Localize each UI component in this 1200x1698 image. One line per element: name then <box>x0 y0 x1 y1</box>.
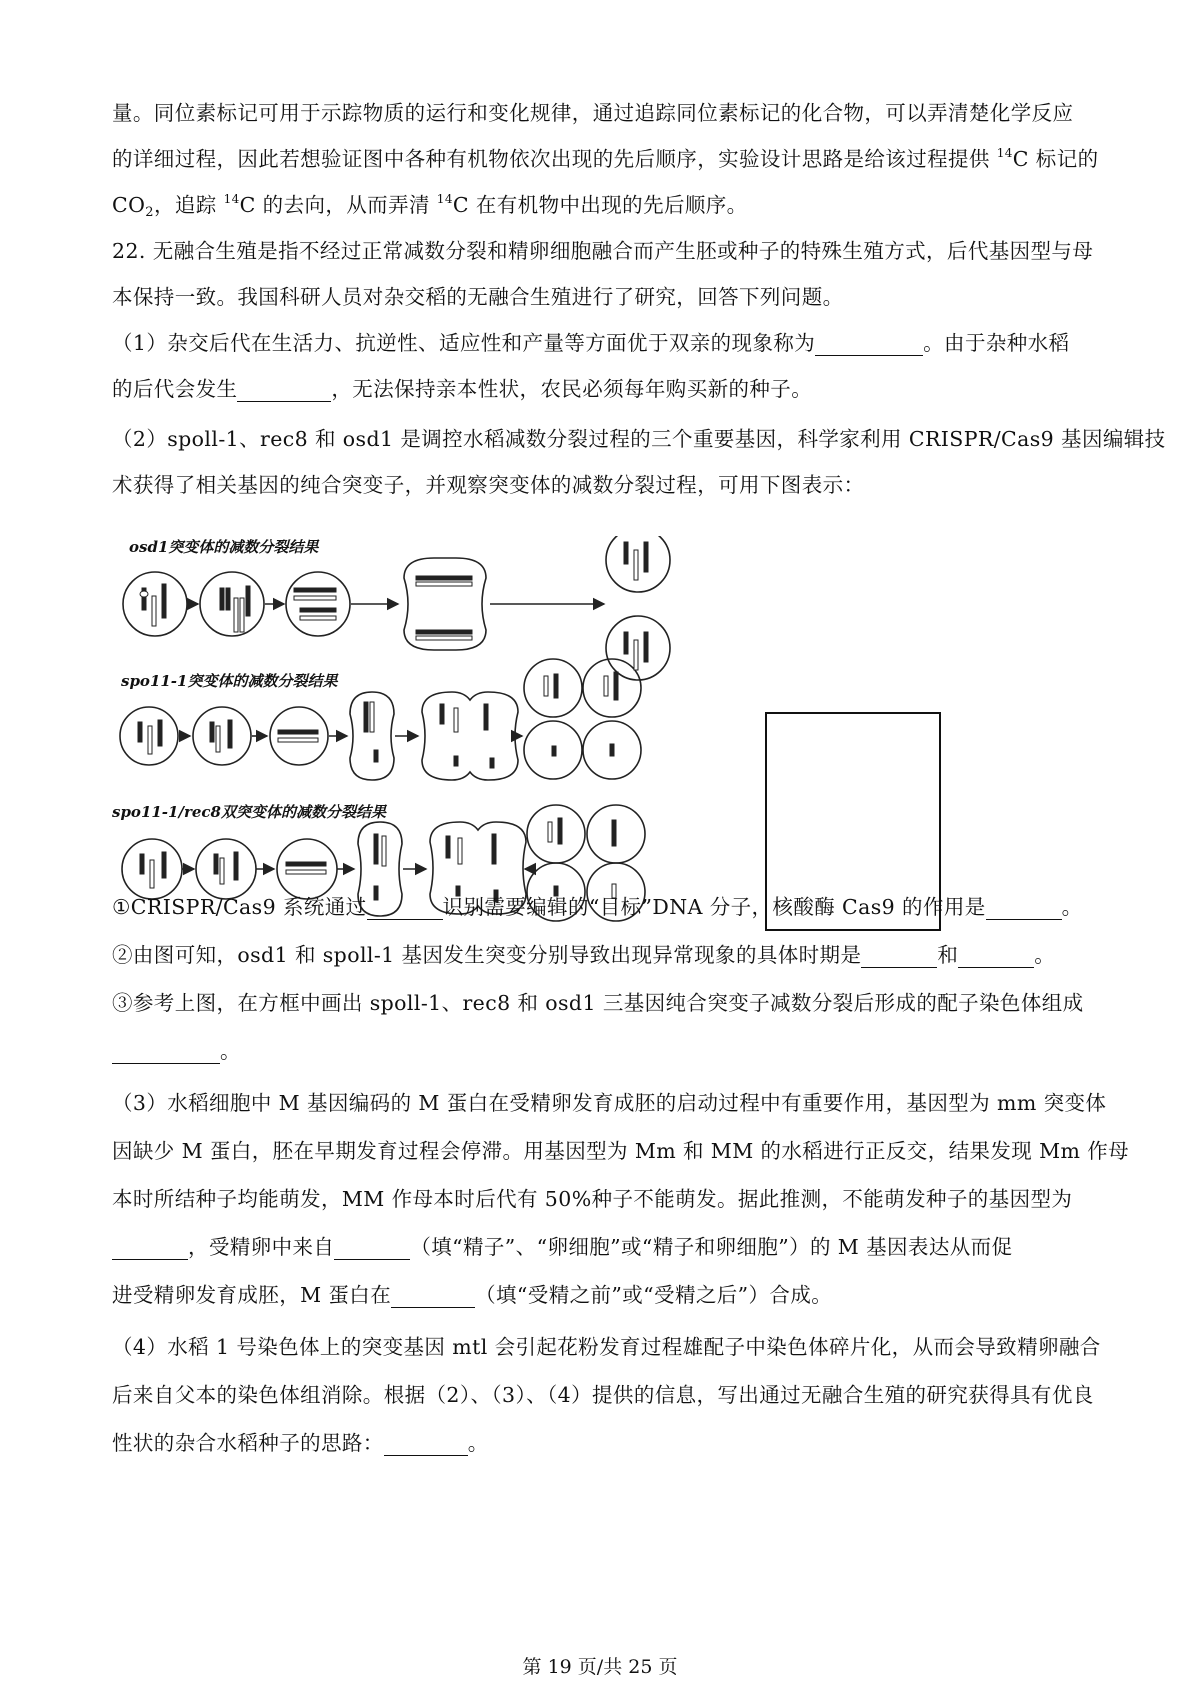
text: 22. 无融合生殖是指不经过正常减数分裂和精卵细胞融合而产生胚或种子的特殊生殖方式，后代基因型与母 <box>112 239 1094 263</box>
text: ③参考上图，在方框中画出 spoll-1、rec8 和 osd1 三基因纯合突变子减数分裂后形成的配子染色体组成 <box>112 991 1084 1015</box>
text: CO <box>112 193 146 217</box>
text: 量。同位素标记可用于示踪物质的运行和变化规律，通过追踪同位素标记的化合物，可以弄清楚化学反应 <box>112 101 1074 125</box>
text: 进受精卵发育成胚，M 蛋白在 <box>112 1283 392 1307</box>
text: 的后代会发生 <box>112 377 238 401</box>
item-3 <box>112 980 1102 1026</box>
page-number: 第 19 页/共 25 页 <box>522 1656 678 1678</box>
text: （填“精子”、“卵细胞”或“精子和卵细胞”）的 M 基因表达从而促 <box>410 1235 1013 1259</box>
text: （4）水稻 1 号染色体上的突变基因 mtl 会引起花粉发育过程雄配子中染色体碎片化，从而会导致精卵融合 <box>112 1335 1101 1359</box>
text-line <box>112 1176 1102 1222</box>
figure-row-label: osd1突变体的减数分裂结果 <box>129 538 319 556</box>
superscript: 14 <box>996 146 1013 160</box>
text: 和 <box>937 943 959 967</box>
text-line <box>112 274 1102 320</box>
answer-blank[interactable] <box>112 1042 220 1065</box>
answer-blank[interactable] <box>391 1286 475 1309</box>
answer-blank[interactable] <box>384 1434 468 1457</box>
text: C 在有机物中出现的先后顺序。 <box>452 193 748 217</box>
text-line <box>112 136 1102 182</box>
item-1 <box>112 884 1102 930</box>
text: （1）杂交后代在生活力、抗逆性、适应性和产量等方面优于双亲的现象称为 <box>112 331 816 355</box>
text: ，无法保持亲本性状，农民必须每年购买新的种子。 <box>331 377 813 401</box>
meiosis-diagram <box>112 536 1102 936</box>
superscript: 14 <box>436 192 453 206</box>
text-line <box>112 1128 1130 1174</box>
subquestion-3 <box>112 1080 1107 1126</box>
answer-blank[interactable] <box>237 380 331 403</box>
answer-blank[interactable] <box>815 334 923 357</box>
text: 的详细过程，因此若想验证图中各种有机物依次出现的先后顺序，实验设计思路是给该过程提供 <box>112 147 997 171</box>
subquestion-4 <box>112 1324 1102 1370</box>
text: 识别需要编辑的“目标”DNA 分子，核酸酶 Cas9 的作用是 <box>442 895 986 919</box>
text: （3）水稻细胞中 M 基因编码的 M 蛋白在受精卵发育成胚的启动过程中有重要作用，基因型为 mm 突变体 <box>112 1091 1107 1115</box>
subscript: 2 <box>145 205 154 220</box>
text: 本时所结种子均能萌发，MM 作母本时后代有 50%种子不能萌发。据此推测，不能萌发种子的基因型为 <box>112 1187 1073 1211</box>
text-line <box>112 90 1102 136</box>
subquestion-2 <box>112 416 1166 462</box>
figure-row-label: spo11-1突变体的减数分裂结果 <box>121 672 338 690</box>
meiosis-figure <box>112 536 1102 936</box>
text: 。 <box>220 1039 241 1063</box>
item-2 <box>112 932 1102 978</box>
text: C 标记的 <box>1012 147 1099 171</box>
text: （2）spoll-1、rec8 和 osd1 是调控水稻减数分裂过程的三个重要基因，科学家利用 CRISPR/Cas9 基因编辑技 <box>112 427 1166 451</box>
text-line <box>112 182 1102 228</box>
answer-blank[interactable] <box>861 946 937 969</box>
text-line <box>112 462 1102 508</box>
text-line <box>112 1420 1102 1466</box>
text-line <box>112 1028 1102 1074</box>
text: ，受精卵中来自 <box>188 1235 335 1259</box>
figure-row-label: spo11-1/rec8双突变体的减数分裂结果 <box>112 803 386 821</box>
text: C 的去向，从而弄清 <box>239 193 437 217</box>
text: ②由图可知，osd1 和 spoll-1 基因发生突变分别导致出现异常现象的具体时期是 <box>112 943 862 967</box>
text: 。由于杂种水稻 <box>923 331 1070 355</box>
text: ①CRISPR/Cas9 系统通过 <box>112 895 367 919</box>
text: 本保持一致。我国科研人员对杂交稻的无融合生殖进行了研究，回答下列问题。 <box>112 285 844 309</box>
answer-blank[interactable] <box>334 1238 410 1261</box>
answer-blank[interactable] <box>958 946 1034 969</box>
text: 。 <box>1034 943 1056 967</box>
text-line <box>112 366 1102 412</box>
text-line <box>112 1224 1102 1270</box>
text-line <box>112 1372 1102 1418</box>
text-line <box>112 1272 1102 1318</box>
answer-blank[interactable] <box>367 898 443 921</box>
answer-blank[interactable] <box>112 1238 188 1261</box>
text: 术获得了相关基因的纯合突变子，并观察突变体的减数分裂过程，可用下图表示： <box>112 473 865 497</box>
question-22-stem <box>112 228 1102 274</box>
superscript: 14 <box>223 192 240 206</box>
text: 。 <box>1061 895 1083 919</box>
text: ，追踪 <box>153 193 224 217</box>
text: 性状的杂合水稻种子的思路： <box>112 1431 384 1455</box>
text: 后来自父本的染色体组消除。根据（2）、（3）、（4）提供的信息，写出通过无融合生殖的研究获得具有优良 <box>112 1383 1094 1407</box>
subquestion-1 <box>112 320 1102 366</box>
text: 因缺少 M 蛋白，胚在早期发育过程会停滞。用基因型为 Mm 和 MM 的水稻进行正反交，结果发现 Mm 作母 <box>112 1139 1130 1163</box>
answer-blank[interactable] <box>986 898 1062 921</box>
text: 。 <box>467 1431 489 1455</box>
text: （填“受精之前”或“受精之后”）合成。 <box>475 1283 833 1307</box>
